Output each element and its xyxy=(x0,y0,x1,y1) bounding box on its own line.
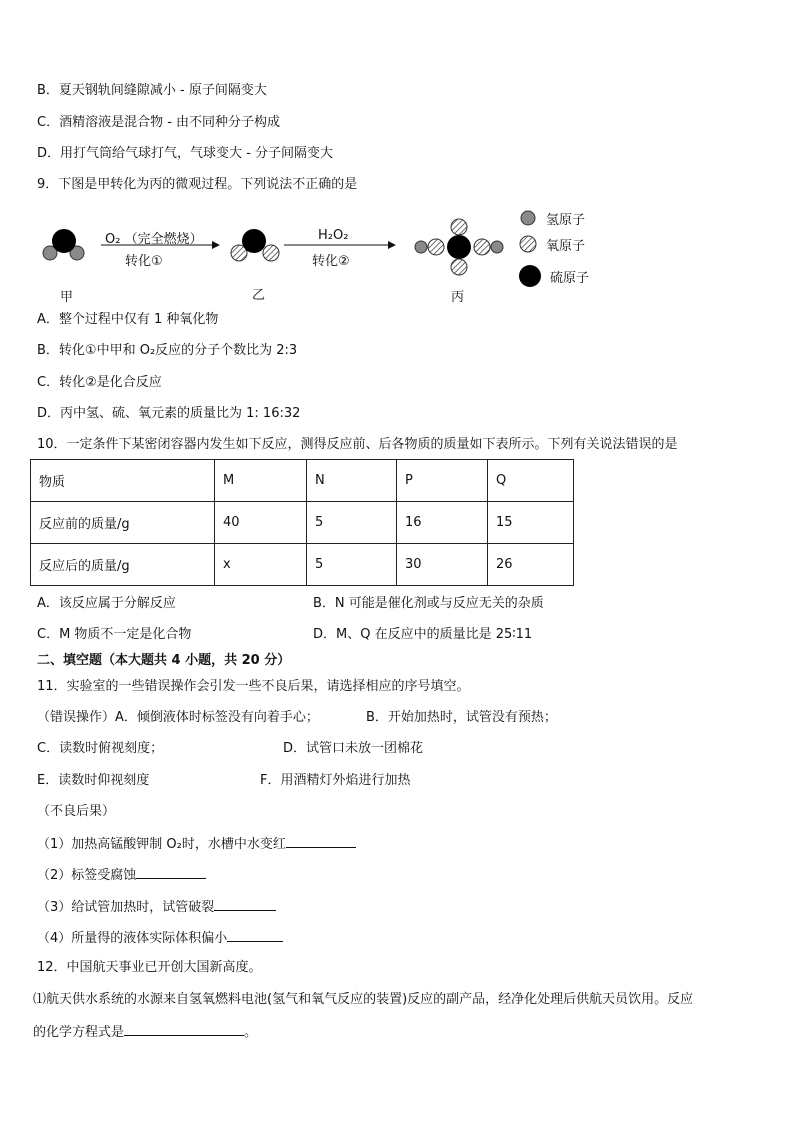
table-cell: 16 xyxy=(397,502,488,544)
table-cell: 反应后的质量/g xyxy=(31,544,215,586)
q11-item-4-text: （4）所量得的液体实际体积偏小 xyxy=(37,931,228,946)
table-cell: 5 xyxy=(307,502,397,544)
q10-option-d: D．M、Q 在反应中的质量比是 25∶11 xyxy=(313,627,533,642)
hydrogen-legend-icon xyxy=(518,208,538,228)
answer-blank[interactable] xyxy=(227,928,283,942)
q11-item-2-text: （2）标签受腐蚀 xyxy=(37,868,137,883)
section-2-title: 二、填空题（本大题共 4 小题，共 20 分） xyxy=(37,653,291,668)
hydrogen-atom xyxy=(415,241,427,253)
q11-item-1 xyxy=(37,834,356,854)
table-cell: 26 xyxy=(488,544,574,586)
q11-op-f: F．用酒精灯外焰进行加热 xyxy=(260,773,411,788)
label-bing: 丙 xyxy=(451,290,465,305)
q11-item-3-text: （3）给试管加热时，试管破裂 xyxy=(37,900,215,915)
q11-op-a: （错误操作）A．倾倒液体时标签没有向着手心； xyxy=(37,710,319,725)
hydrogen-atom xyxy=(491,241,503,253)
q11-item-2 xyxy=(37,865,206,885)
q12-stem: 12．中国航天事业已开创大国新高度。 xyxy=(37,960,262,975)
legend-hydrogen xyxy=(518,208,585,228)
table-cell: 15 xyxy=(488,502,574,544)
q12-part1-line2-text: 的化学方程式是 xyxy=(33,1025,125,1040)
legend-sulfur-label: 硫原子 xyxy=(550,270,590,286)
label-yi: 乙 xyxy=(252,288,266,303)
table-header-cell: N xyxy=(307,460,397,502)
table-cell: 30 xyxy=(397,544,488,586)
q10-option-b: B．N 可能是催化剂或与反应无关的杂质 xyxy=(313,596,544,611)
q10-option-a: A．该反应属于分解反应 xyxy=(37,596,176,611)
oxygen-atom xyxy=(428,239,444,255)
q8-option-c: C．酒精溶液是混合物 - 由不同种分子构成 xyxy=(37,115,281,130)
answer-blank[interactable] xyxy=(214,897,276,911)
table-header-cell: M xyxy=(215,460,307,502)
q11-item-4 xyxy=(37,928,283,948)
table-header-cell: P xyxy=(397,460,488,502)
label-jia: 甲 xyxy=(60,290,74,305)
q12-part1-line2 xyxy=(33,1022,257,1042)
q8-option-b: B．夏天钢轨间缝隙减小 - 原子间隔变大 xyxy=(37,83,267,98)
table-header-cell: 物质 xyxy=(31,460,215,502)
sulfur-legend-icon xyxy=(518,264,542,288)
q11-consequence-heading: （不良后果） xyxy=(37,804,116,819)
oxygen-atom xyxy=(451,259,467,275)
oxygen-atom xyxy=(451,219,467,235)
q11-stem: 11．实验室的一些错误操作会引发一些不良后果，请选择相应的序号填空。 xyxy=(37,679,470,694)
q11-op-e: E．读数时仰视刻度 xyxy=(37,773,150,788)
table-row xyxy=(31,544,574,586)
q10-stem: 10．一定条件下某密闭容器内发生如下反应，测得反应前、后各物质的质量如下表所示。下列有关说法错误的是 xyxy=(37,437,678,452)
arrow-1-top-label: O₂ （完全燃烧） xyxy=(105,232,203,247)
q9-option-c: C．转化②是化合反应 xyxy=(37,375,162,390)
table-cell: 5 xyxy=(307,544,397,586)
legend-oxygen-label: 氧原子 xyxy=(546,238,586,254)
q12-part1-line1: ⑴航天供水系统的水源来自氢氧燃料电池(氢气和氧气反应的装置)反应的副产品，经净化处理后供航天员饮用。反应 xyxy=(33,992,694,1007)
q10-mass-table xyxy=(30,459,574,586)
table-cell: x xyxy=(215,544,307,586)
q9-option-a: A．整个过程中仅有 1 种氧化物 xyxy=(37,312,219,327)
arrow-2-bottom-label: 转化② xyxy=(312,254,350,269)
molecule-jia xyxy=(43,229,84,260)
arrow-1-head xyxy=(212,241,220,249)
answer-blank[interactable] xyxy=(136,865,206,879)
q9-stem: 9．下图是甲转化为丙的微观过程。下列说法不正确的是 xyxy=(37,177,358,192)
arrow-1-bottom-label: 转化① xyxy=(125,254,163,269)
q9-option-d: D．丙中氢、硫、氧元素的质量比为 1: 16:32 xyxy=(37,406,301,421)
oxygen-legend-icon xyxy=(518,234,538,254)
arrow-2-top-label: H₂O₂ xyxy=(318,228,349,243)
oxygen-atom xyxy=(474,239,490,255)
legend-oxygen xyxy=(518,234,585,254)
q12-part1-end: 。 xyxy=(244,1025,258,1040)
arrow-2-head xyxy=(388,241,396,249)
legend-hydrogen-label: 氢原子 xyxy=(546,212,586,228)
legend-sulfur xyxy=(518,264,589,288)
table-header-row xyxy=(31,460,574,502)
molecule-bing xyxy=(415,219,503,275)
q11-op-d: D．试管口未放一团棉花 xyxy=(283,741,424,756)
q11-op-c: C．读数时俯视刻度； xyxy=(37,741,164,756)
table-header-cell: Q xyxy=(488,460,574,502)
q10-option-c: C．M 物质不一定是化合物 xyxy=(37,627,192,642)
q8-option-d: D．用打气筒给气球打气，气球变大 - 分子间隔变大 xyxy=(37,146,333,161)
sulfur-atom xyxy=(447,235,471,259)
answer-blank[interactable] xyxy=(286,834,356,848)
q11-item-1-text: （1）加热高锰酸钾制 O₂时，水槽中水变红 xyxy=(37,837,286,852)
q11-op-b: B．开始加热时，试管没有预热； xyxy=(366,710,557,725)
table-row xyxy=(31,502,574,544)
molecule-yi xyxy=(231,229,279,261)
q9-option-b: B．转化①中甲和 O₂反应的分子个数比为 2:3 xyxy=(37,343,298,358)
q11-item-3 xyxy=(37,897,276,917)
answer-blank[interactable] xyxy=(124,1022,244,1036)
table-cell: 反应前的质量/g xyxy=(31,502,215,544)
table-cell: 40 xyxy=(215,502,307,544)
sulfur-atom xyxy=(52,229,76,253)
sulfur-atom xyxy=(242,229,266,253)
oxygen-atom xyxy=(263,245,279,261)
